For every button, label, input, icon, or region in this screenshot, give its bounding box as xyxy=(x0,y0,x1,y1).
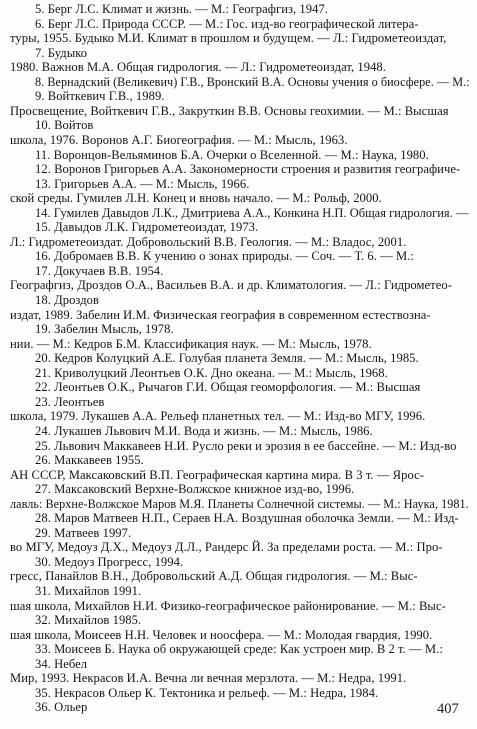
reference-line: лавль: Верхне-Волжское Маров М.Я. Планеты Солнечной системы. — М.: Наука, 1981. xyxy=(10,496,469,511)
reference-line: 33. Моисеев Б. Наука об окружающей среде: Как устроен мир. В 2 т. — М.: xyxy=(35,642,443,657)
reference-line: Просвещение, Войткевич Г.В., Закруткин В.В. Основы геохимии. — М.: Высшая xyxy=(10,103,449,118)
reference-line: 11. Воронцов-Вельяминов Б.А. Очерки о Вселенной. — М.: Наука, 1980. xyxy=(35,147,429,162)
reference-line: 17. Докучаев В.В. 1954. xyxy=(35,263,164,278)
reference-line: 36. Ольер xyxy=(35,700,88,715)
reference-line: 32. Михайлов 1985. xyxy=(35,613,142,628)
reference-line: 10. Войтов xyxy=(35,118,94,133)
reference-line: 26. Маккавеев 1955. xyxy=(35,453,144,468)
reference-line: Мир, 1993. Некрасов И.А. Вечна ли вечная мерзлота. — М.: Недра, 1991. xyxy=(10,671,407,686)
reference-line: 30. Медоуз Прогресс, 1994. xyxy=(35,554,184,569)
reference-line: 21. Криволуцкий Леонтьев О.К. Дно океана. — М.: Мысль, 1968. xyxy=(35,365,388,380)
reference-line: шая школа, Моисеев Н.Н. Человек и ноосфера. — М.: Молодая гвардия, 1990. xyxy=(10,627,433,642)
reference-line: 19. Забелин Мысль, 1978. xyxy=(35,322,174,337)
reference-line: 25. Львович Маккавеев Н.И. Русло реки и эрозия в ее бассейне. — М.: Изд-во xyxy=(35,438,457,453)
reference-line: 28. Маров Матвеев Н.П., Сераев Н.А. Воздушная оболочка Земли. — М.: Изд- xyxy=(35,511,459,526)
reference-line: Л.: Гидрометеоиздат. Добровольский В.В. Геология. — М.: Владос, 2001. xyxy=(10,234,407,249)
reference-line: 6. Берг Л.С. Природа СССР. — М.: Гос. изд-во географической литера- xyxy=(35,16,419,31)
reference-line: 24. Лукашев Львович М.И. Вода и жизнь. — М.: Мысль, 1986. xyxy=(35,423,373,438)
reference-line: 34. Небел xyxy=(35,656,88,671)
reference-line: ской среды. Гумилев Л.Н. Конец и вновь начало. — М.: Рольф, 2000. xyxy=(10,191,382,206)
page-number: 407 xyxy=(437,701,459,717)
reference-line: 27. Максаковский Верхне-Волжское книжное изд-во, 1996. xyxy=(35,482,355,497)
reference-line: 16. Добромаев В.В. К учению о зонах природы. — Соч. — Т. 6. — М.: xyxy=(35,249,414,264)
reference-line: 35. Некрасов Ольер К. Тектоника и рельеф. — М.: Недра, 1984. xyxy=(35,685,379,700)
reference-line: издат, 1989. Забелин И.М. Физическая география в современном естествозна- xyxy=(10,307,431,322)
reference-line: шая школа, Михайлов Н.И. Физико-географическое районирование. — М.: Выс- xyxy=(10,598,446,613)
reference-line: во МГУ, Медоуз Д.Х., Медоуз Д.Л., Рандерс Й. За пределами роста. — М.: Про- xyxy=(10,540,443,555)
reference-line: 31. Михайлов 1991. xyxy=(35,584,142,598)
reference-line: 29. Матвеев 1997. xyxy=(35,525,132,540)
reference-line: нии. — М.: Кедров Б.М. Классификация наук. — М.: Мысль, 1978. xyxy=(10,336,372,351)
reference-line: туры, 1955. Будыко М.И. Климат в прошлом и будущем. — Л.: Гидрометеоиздат, xyxy=(10,31,447,46)
reference-line: 22. Леонтьев О.К., Рычагов Г.И. Общая геоморфология. — М.: Высшая xyxy=(35,380,421,395)
reference-line: 20. Кедров Колуцкий А.Е. Голубая планета Земля. — М.: Мысль, 1985. xyxy=(35,351,419,366)
reference-line: 23. Леонтьев xyxy=(35,394,105,409)
reference-line: 5. Берг Л.С. Климат и жизнь. — М.: Географгиз, 1947. xyxy=(35,2,328,16)
reference-line: Географгиз, Дроздов О.А., Васильев В.А. и др. Климатология. — Л.: Гидрометео- xyxy=(10,278,452,293)
reference-line: 7. Будыко xyxy=(35,45,88,60)
reference-line: школа, 1979. Лукашев А.А. Рельеф планетных тел. — М.: Изд-во МГУ, 1996. xyxy=(10,409,426,424)
reference-line: 13. Григорьев А.А. — М.: Мысль, 1966. xyxy=(35,176,250,191)
reference-line: 14. Гумилев Давыдов Л.К., Дмитриева А.А., Конкина Н.П. Общая гидрология. — xyxy=(35,205,469,220)
reference-line: 8. Вернадский (Великевич) Г.В., Вронский В.А. Основы учения о биосфере. — М.: xyxy=(35,74,470,89)
reference-line: 9. Войткевич Г.В., 1989. xyxy=(35,89,165,104)
reference-line: АН СССР, Максаковский В.П. Географическая картина мира. В 3 т. — Ярос- xyxy=(10,467,424,482)
reference-line: 15. Давыдов Л.К. Гидрометеоиздат, 1973. xyxy=(35,220,259,235)
reference-line: 12. Воронов Григорьев А.А. Закономерности строения и развития географиче- xyxy=(35,162,461,177)
reference-line: 18. Дроздов xyxy=(35,293,100,307)
reference-line: гресс, Панайлов В.Н., Добровольский А.Д. Общая гидрология. — М.: Выс- xyxy=(10,569,418,584)
reference-line: школа, 1976. Воронов А.Г. Биогеография. — М.: Мысль, 1963. xyxy=(10,132,348,147)
reference-line: 1980. Важнов М.А. Общая гидрология. — Л.: Гидрометеоиздат, 1948. xyxy=(10,60,386,75)
